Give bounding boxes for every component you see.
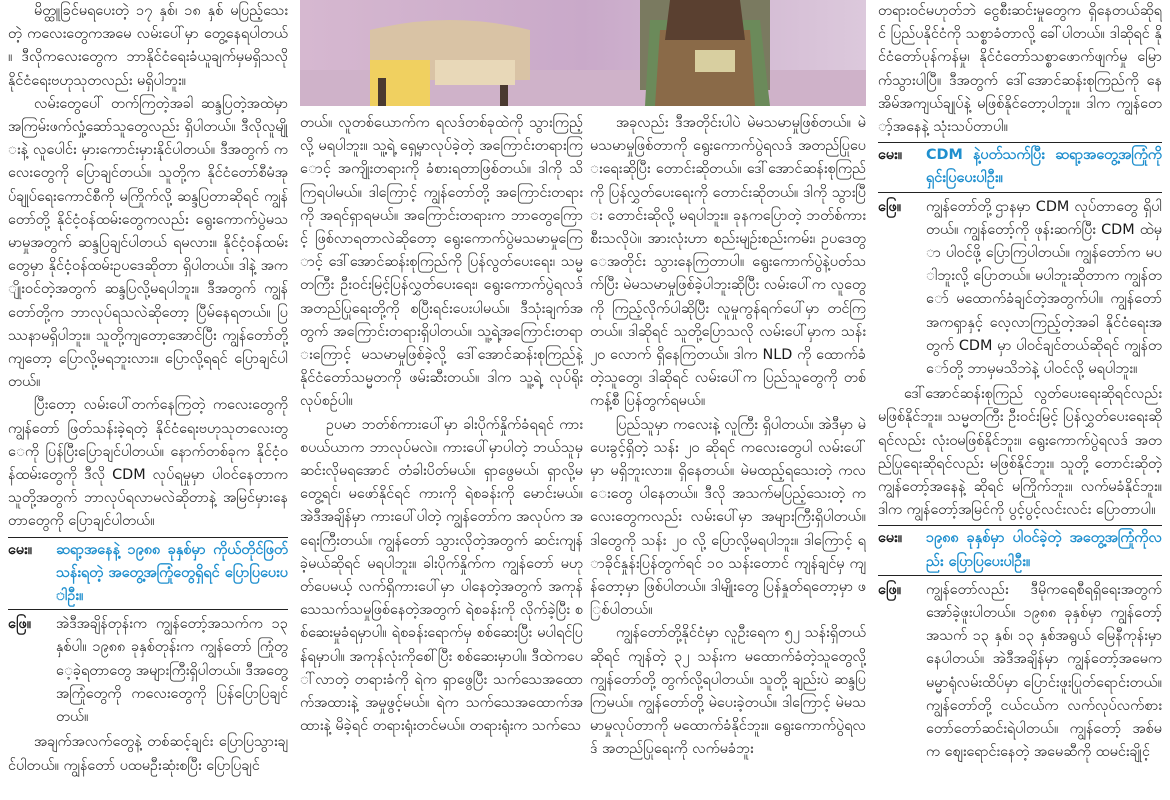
paragraph: မိတ္ထူခြင်မရပေးတဲ့ ၁၇ နှစ်၊ ၁၈ နှစ် မပြည့်သေးတဲ့ ကလေးတွေကအမေ လမ်းပေါ်မှာ တွေ့နေရပါတယ်။ ဒီလိုကလေးတွေက ဘာနိုင်ငံရေးခံယူချက်မှမရှိသလို နိုင်ငံရေးဗဟုသုတလည်း မရှိပါဘူး။ (8, 3, 288, 89)
article-column-4 (878, 0, 1162, 800)
paragraph: ပြည်သူမှာ ကလေးနဲ့ လူကြီး ရှိပါတယ်။ အဲဒီမှာ မဲပေးခွင့်ရှိတဲ့ သန်း ၂၀ ဆိုရင် ကလေးတွေပါ လမ်းပေါ်မှာ မရှိဘူးလား။ ရှိနေတယ်။ မဲမထည့်ရသေးတဲ့ ကလေးတွေ ပါနေတယ်။ ဒီလို အသက်မပြည့်သေးတဲ့ ကလေးတွေကလည်း လမ်းပေါ်မှာ အများကြီးရှိပါတယ်။ ဒါတွေကို သန်း ၂၀ လို့ ပြောလို့မရပါဘူး။ ဒါကြောင့် ရာခိုင်နှုန်းပြန်တွက်ရင် ၁၀ သန်းတောင် ကျန်ချင်မှ ကျန်တော့မှာ ဖြစ်ပါတယ်။ ဒါမျိုးတွေ ပြန်နှုတ်ရတော့မှာ ဖြစ်ပါတယ်။ (590, 416, 866, 619)
paragraph: ဥပမာ ဘတ်စ်ကားပေါ်မှာ ခါးပိုက်နှိုက်ခံရရင် ကားစပယ်ယာက ဘာလုပ်မလဲ။ ကားပေါ်မှာပါတဲ့ ဘယ်သူမှ ဆင်းလိုမရအောင် တံခါးပိတ်မယ်။ ရှာဖွေမယ်၊ ရှာလို့မတွေ့ရင်၊ မဖော်နိုင်ရင် ကားကို ရဲစခန်းကို မောင်းမယ်။ အဲဒီအချိန်မှာ ကားပေါ်ပါတဲ့ ကျွန်တော်က အလုပ်က အရေးကြီးတယ်။ ကျွန်တော် သွားလိုတဲ့အတွက် ဆင်းကျန်ခဲ့မယ်ဆိုရင် မရပါဘူး။ ခါးပိုက်နှိုက်က ကျွန်တော် မဟုတ်ပေမယ့် လက်ရှိကားပေါ်မှာ ပါနေတဲ့အတွက် အကုန်သေသက်သမှုဖြစ်နေတဲ့အတွက် ရဲစခန်းကို လိုက်ခဲ့ပြီး စစ်ဆေးမှုခံရမှာပါ။ ရဲစခန်းရောက်မှ စစ်ဆေးပြီး မပါရင်ပြန်ရမှာပါ။ အကုန်လုံးကိုစေါ်ပြီး စစ်ဆေးမှာပါ။ ဒီထဲကပေါ်လာတဲ့ တရားခံကို ရဲက ရှာဖွေပြီး သက်သေအထောက်အထားနဲ့ အမှုဖွင့်မယ်။ ရဲက သက်သေအထောက်အထားနဲ့ မိခဲ့ရင် တရားရုံးတင်မယ်။ တရားရုံးက သက်သေ (300, 416, 583, 735)
answer-label: ဖြေ။ (878, 198, 902, 215)
paragraph: ကျွန်တော်တို့နိုင်ငံမှာ လူဦးရေက ၅၂ သန်းရှိတယ်ဆိုရင် ကျန်တဲ့ ၃၂ သန်းက မထောက်ခံတဲ့သူတွေလို့ ကျွန်တော်တို့ တွက်လို့ရပါတယ်။ သူတို့ ချည်းပဲ ဆန္ဒပြကြမယ်။ ကျွန်တော်တို့ မဲပေးခဲ့တယ်။ ဒါကြောင့် မဲမသမာမှုလုပ်တာကို မထောက်ခံနိုင်ဘူး။ ရွေးကောက်ပွဲရလဒ် အတည်ပြုရေးကို လက်မခံဘူး (590, 625, 866, 758)
article-column-2 (300, 112, 583, 800)
question-text: CDM နဲ့ပတ်သက်ပြီး ဆရာ့အတွေ့အကြုံကို ရှင်းပြပေးပါဦး။ (926, 147, 1162, 187)
paragraph: တယ်။ လူတစ်ယောက်က ရလဒ်တစ်ခုထဲကို သွားကြည့်လို့ မရပါဘူး။ သူ့ရဲ့ ရှေ့မှာလုပ်ခဲ့တဲ့ အကြောင်းတရားကြောင့် အကျိုးတရားကို ခံစားရတာဖြစ်တယ်။ ဒါကို သိကြရပါမယ်။ ဒါကြောင့် ကျွန်တော်တို့ အကြောင်းတရားကို အရင်ရှာရမယ်။ အကြောင်းတရားက ဘာတွေကြောင့် ဖြစ်လာရတာလဲဆိုတော့ ရွေးကောက်ပွဲမသမာမှုကြောင့် ဒေါ်အောင်ဆန်းစုကြည်ကို ပြန်လွတ်ပေးရေး၊ သမ္မတကြီး ဦးဝင်းမြင့်ပြန်လွှတ်ပေးရေး၊ ရွေးကောက်ပွဲရလဒ်အတည်ပြုရေးတို့ကို စပြီးရင်းပေးပါမယ်။ ဒီသုံးချက်အတွက် အကြောင်းတရားရှိပါတယ်။ သူ့ရဲ့အကြောင်းတရားကြောင့် မသမာမှုဖြစ်ခဲ့လို့ ဒေါ်အောင်ဆန်းစုကြည်နဲ့ နိုင်ငံတော်သမ္မတကို ဖမ်းဆီးတယ်။ ဒါက သူ့ရဲ့ လုပ်ရိုးလုပ်စဉ်ပါ။ (300, 115, 583, 410)
photo-illustration (300, 0, 866, 106)
question-block (878, 525, 1162, 575)
question-label: မေး။ (878, 530, 903, 547)
paragraph: လမ်းတွေပေါ် တက်ကြတဲ့အခါ ဆန္ဒပြတဲ့အထဲမှာ အကြမ်းဖက်လှုံ့ဆော်သူတွေလည်း ရှိပါတယ်။ ဒီလိုလူမျိုးနဲ့ လူပေါင်း မှားကောင်းမှားနိုင်ပါတယ်။ ဒီအတွက် ကလေးတွေကို ပြောချင်တယ်။ သူတို့က နိုင်ငံတော်စီမံအုပ်ချုပ်ရေးကောင်စီကို မကြိုက်လို့ ဆန္ဒပြတာဆိုရင် ကျွန်တော်တို့ နိုင်ငံ့ဝန်ထမ်းတွေကလည်း ရွေးကောက်ပွဲမသမာမှုအတွက် ဆန္ဒပြချင်ပါတယ် ရမလား။ နိုင်ငံ့ဝန်ထမ်းတွေမှာ နိုင်ငံ့ဝန်ထမ်းဥပဒေဆိုတာ ရှိပါတယ်။ ဒါနဲ့ အကျိုးဝင်တဲ့အတွက် ဆန္ဒပြလို့မရပါဘူး။ ဒီအတွက် ကျွန်တော်တို့က ဘာလုပ်ရသလဲဆိုတော့ ပြီမ်နေရတယ်။ ပြဿနာမရှိပါဘူး။ သူတို့ကျတော့အောင်ပြီး ကျွန်တော်တို့ကျတော့ ပြောလို့မရဘူးလား။ ပြောလို့ရရင် ပြောချင်ပါတယ်။ (8, 95, 288, 391)
article-column-1 (8, 0, 288, 800)
answer-text: အဲဒီအချိန်တုန်းက ကျွန်တော့်အသက်က ၁၃ နှစ်ပါ။ ၁၉၈၈ ခုနှစ်တုန်းက ကျွန်တော် ကြုံတွေ့ခဲ့ရတာတွေ အများကြီးရှိပါတယ်။ ဒီအတွေ့အကြုံတွေကို ကလေးတွေကို ပြန်ပြောပြချင်တယ်။ (56, 616, 288, 726)
answer-block (8, 613, 288, 729)
question-text: ၁၉၈၈ ခုနှစ်မှာ ပါဝင်ခဲ့တဲ့ အတွေ့အကြုံကိုလည်း ပြောပြပေးပါဦး။ (926, 530, 1162, 570)
paragraph: အခုလည်း ဒီအတိုင်းပါပဲ မဲမသမာမှုဖြစ်တယ်။ မဲမသမာမှုဖြစ်တာကို ရွေးကောက်ပွဲရလဒ် အတည်ပြုပေးရေးဆိုပြီး တောင်းဆိုတယ်။ ဒေါ်အောင်ဆန်းစုကြည်ကို ပြန်လွှတ်ပေးရေးကို တောင်းဆိုတယ်။ ဒါကို သွားပြီး တောင်းဆိုလို့ မရပါဘူး။ ခုနကပြောတဲ့ ဘတ်စ်ကား စီးသလိုပဲ။ အားလုံးဟာ စည်းမျဉ်းစည်းကမ်း၊ ဥပဒေတွေအတိုင်း သွားနေကြတာပါ။ ရွေးကောက်ပွဲနဲ့ပတ်သက်ပြီး မဲမသမာမှုဖြစ်ခဲ့ပါဘူးဆိုပြီး လမ်းပေါ်က လူတွေကို ကြည့်လိုက်ပါဆိုပြီး လူမှုကွန်ရက်ပေါ်မှာ တင်ကြတယ်။ ဒါဆိုရင် သူတို့ပြောသလို လမ်းပေါ်မှာက သန်း ၂၀ လောက် ရှိနေကြတယ်။ ဒါက NLD ကို ထောက်ခံတဲ့သူတွေ၊ ဒါဆိုရင် လမ်းပေါ်က ပြည်သူတွေကို တစ်ကန့်စီ ပြန်တွက်ရမယ်။ (590, 115, 866, 410)
answer-block (878, 579, 1162, 765)
interview-photo (300, 0, 866, 106)
question-label: မေး။ (878, 147, 903, 164)
question-label: မေး။ (8, 541, 33, 558)
question-block (8, 537, 288, 611)
answer-text: ကျွန်တော်တို့ဌာနမှာ CDM လုပ်တာတွေ ရှိပါတယ်။ ကျွန်တော့်ကို ဖုန်းဆက်ပြီး CDM ထဲမှာ ပါဝင်ဖို့ ပြောကြပါတယ်။ ကျွန်တော်က မပါဘူးလို့ ပြောတယ်။ မပါဘူးဆိုတာက ကျွန်တော် မထောက်ခံချင်တဲ့အတွက်ပါ။ ကျွန်တော် အကၡာနှင့် လေ့လာကြည့်တဲ့အခါ နိုင်ငံရေးအတွက် CDM မှာ ပါဝင်ချင်တယ်ဆိုရင် ကျွန်တော်တို့ ဘာမှမသိဘဲနဲ့ ပါဝင်လို့ မရပါဘူး။ (926, 198, 1162, 378)
question-block (878, 142, 1162, 192)
paragraph: အချက်အလက်တွေနဲ့ တစ်ဆင့်ချင်း ပြောပြသွားချင်ပါတယ်။ ကျွန်တော် ပထမဦးဆုံးစပြီး ပြောပြချင် (8, 734, 288, 774)
answer-label: ဖြေ။ (878, 581, 902, 598)
answer-block (878, 196, 1162, 382)
paragraph: တရားဝင်မဟုတ်ဘဲ ငွေစီးဆင်းမှုတွေက ရှိနေတယ်ဆိုရင် ပြည်ပနိုင်ငံကို သစ္စာခံတာလို့ ခေါ်ပါတယ်။ ဒါဆိုရင် နိုင်ငံတော်ပုန်ကန်မှု၊ နိုင်ငံတော်သစ္စာဖောက်ဖျက်မှု မြောက်သွားပါပြီ။ ဒီအတွက် ဒေါ်အောင်ဆန်းစုကြည်ကို နေအိမ်အကျယ်ချုပ်နဲ့ မဖြစ်နိုင်တော့ပါဘူး။ ဒါက ကျွန်တော့်အနေနဲ့ သုံးသပ်တာပါ။ (878, 3, 1162, 136)
paragraph: ဒေါ်အောင်ဆန်းစုကြည် လွတ်ပေးရေးဆိုရင်လည်း မဖြစ်နိုင်ဘူး။ သမ္မတကြီး ဦးဝင်းမြင့် ပြန်လွှတ်ပေးရေးဆိုရင်လည်း လုံးဝမဖြစ်နိုင်ဘူး။ ရွေးကောက်ပွဲရလဒ် အတည်ပြုရေးဆိုရင်လည်း မဖြစ်နိုင်ဘူး။ သူတို့ တောင်းဆိုတဲ့ ကျွန်တော့်အနေနဲ့ ဆိုရင် မကြိုက်ဘူး။ လက်မခံနိုင်ဘူး။ ဒါက ကျွန်တော့်အမြင်ကို ပွင့်ပွင့်လင်းလင်း ပြောတာပါ။ (878, 386, 1162, 519)
paragraph: ပြီးတော့ လမ်းပေါ်တက်နေကြတဲ့ ကလေးတွေကို ကျွန်တော် ဖြတ်သန်းခဲ့ရတဲ့ နိုင်ငံရေးဗဟုသုတလေးတွေကို ပြန်ပြီးပြောချင်ပါတယ်။ နောက်တစ်ခုက နိုင်ငံ့ဝန်ထမ်းတွေကို ဒီလို CDM လုပ်ရမှုမှာ ပါဝင်နေတာက သူတို့အတွက် ဘာလုပ်ရလာမလဲဆိုတာနဲ့ အမြင်မှားနေတာတွေကို ပြောချင်ပါတယ်။ (8, 397, 288, 530)
article-column-3 (590, 112, 866, 800)
answer-text: ကျွန်တော်လည်း ဒီမိုကရေစီရရှိရေးအတွက် အော်ခဲ့ဖူးပါတယ်။ ၁၉၈၈ ခုနှစ်မှာ ကျွန်တော့်အသက် ၁၃ နှစ်၊ ၁၃ နှစ်အရွယ် မြေနီကုန်းမှာ နေပါတယ်။ အဲဒီအချိန်မှာ ကျွန်တော့်အမေက မမ္မာရုံလမ်းထိပ်မှာ ပြောင်းဖူးပြုတ်ရောင်းတယ်။ ကျွန်တော်တို့ ငယ်ငယ်က လက်လုပ်လက်စား တော်တော်ဆင်းရဲပါတယ်။ ကျွန်တော့် အစ်မက စျေးရောင်းနေတဲ့ အမေဆီကို ထမင်းချိုင့် (926, 581, 1162, 761)
answer-label: ဖြေ။ (8, 616, 32, 633)
question-text: ဆရာ့အနေနဲ့ ၁၉၈၈ ခုနှစ်မှာ ကိုယ်တိုင်ဖြတ်သန်းရတဲ့ အတွေ့အကြုံတွေရှိရင် ပြောပြပေးပါဦး။ (56, 541, 288, 605)
